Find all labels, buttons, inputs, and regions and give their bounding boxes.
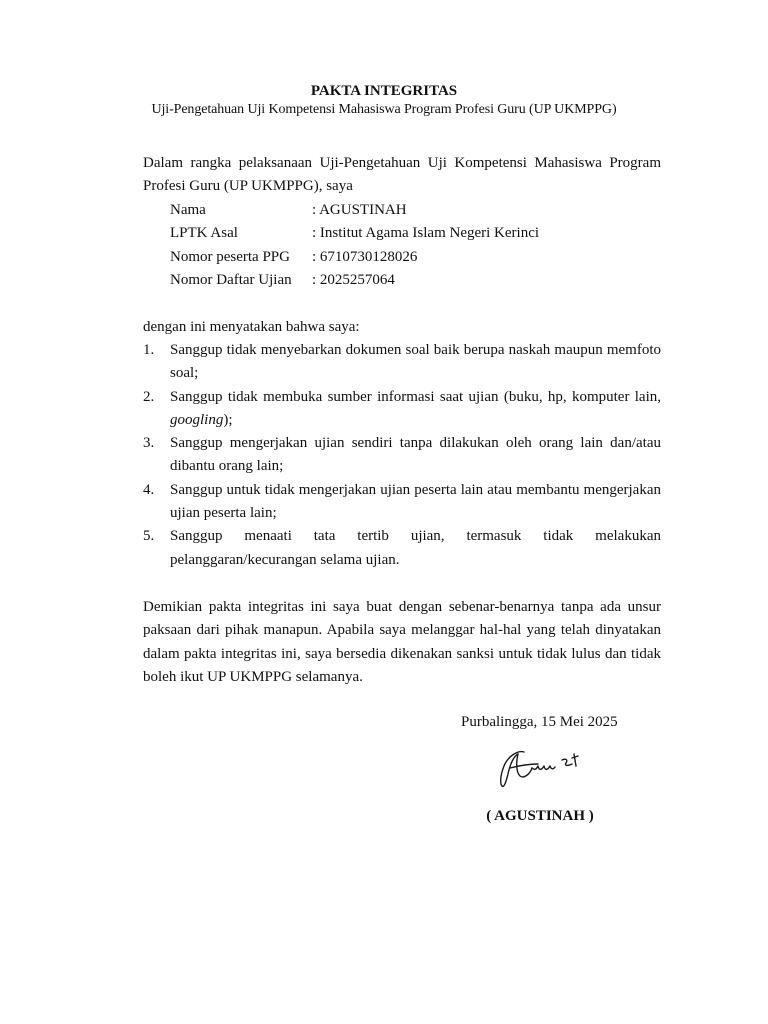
field-value: : 6710730128026 xyxy=(312,248,418,265)
list-item-text: Sanggup untuk tidak mengerjakan ujian peserta lain atau membantu mengerjakan ujian peserta lain; xyxy=(170,481,661,522)
list-item-text xyxy=(170,386,661,433)
field-row-nomor-peserta xyxy=(170,246,539,269)
closing-paragraph: Demikian pakta integritas ini saya buat dengan sebenar-benarnya tanpa ada unsur paksaan dari pihak manapun. Apabila saya melanggar hal-hal yang telah dinyatakan dalam pakta integritas ini, saya bersedia dikenakan sanksi untuk tidak lulus dan tidak boleh ikut UP UKMPPG selamanya. xyxy=(143,599,661,685)
list-item-number: 1. xyxy=(143,342,155,358)
field-row-nama xyxy=(170,199,539,222)
field-value: : 2025257064 xyxy=(312,271,395,288)
document-subtitle: Uji-Pengetahuan Uji Kompetensi Mahasiswa Program Profesi Guru (UP UKMPPG) xyxy=(151,102,617,117)
list-item-text: Sanggup mengerjakan ujian sendiri tanpa dilakukan oleh orang lain dan/atau dibantu orang lain; xyxy=(170,435,661,475)
list-item xyxy=(143,339,661,386)
field-row-nomor-daftar xyxy=(170,269,539,292)
list-item-number: 5. xyxy=(143,528,155,545)
list-item xyxy=(143,479,661,526)
list-item-text-part: Sanggup tidak membuka sumber informasi saat ujian (buku, hp, komputer lain, xyxy=(170,388,661,405)
field-value: : AGUSTINAH xyxy=(312,202,407,218)
list-item-number: 2. xyxy=(143,388,155,405)
list-item-text: Sanggup tidak menyebarkan dokumen soal baik berupa naskah maupun memfoto soal; xyxy=(170,342,661,382)
list-item-number: 3. xyxy=(143,435,155,452)
place-date: Purbalingga, 15 Mei 2025 xyxy=(461,714,618,730)
field-row-lptk xyxy=(170,222,539,245)
field-label: Nomor Daftar Ujian xyxy=(170,271,292,288)
list-item-text: Sanggup menaati tata tertib ujian, termasuk tidak melakukan pelanggaran/kecurangan selama ujian. xyxy=(170,528,661,568)
intro-paragraph: Dalam rangka pelaksanaan Uji-Pengetahuan Uji Kompetensi Mahasiswa Program Profesi Guru (UP UKMPPG), saya xyxy=(143,155,661,195)
list-item-text-part: ); xyxy=(223,411,233,428)
signature-image xyxy=(494,746,590,790)
identity-fields xyxy=(170,199,539,292)
list-item xyxy=(143,432,661,479)
list-item xyxy=(143,386,661,433)
field-value: : Institut Agama Islam Negeri Kerinci xyxy=(312,225,540,242)
field-label: Nomor peserta PPG xyxy=(170,248,290,265)
signer-name: ( AGUSTINAH ) xyxy=(486,808,594,824)
list-item-number: 4. xyxy=(143,481,155,498)
document-title: PAKTA INTEGRITAS xyxy=(310,83,458,99)
list-item xyxy=(143,525,661,572)
field-label: Nama xyxy=(170,202,206,218)
list-item-text-italic: googling xyxy=(170,411,224,428)
document-header xyxy=(0,81,768,118)
commitment-list xyxy=(143,339,661,572)
statement-line: dengan ini menyatakan bahwa saya: xyxy=(143,319,360,335)
field-label: LPTK Asal xyxy=(170,225,238,242)
